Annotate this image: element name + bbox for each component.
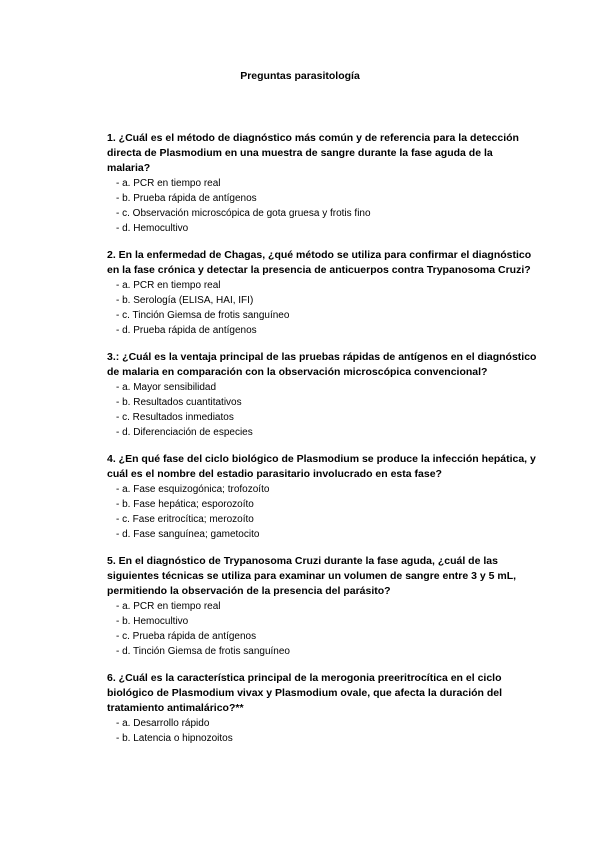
option-list	[107, 599, 537, 659]
option-c: - c. Prueba rápida de antígenos	[116, 631, 257, 642]
option-a: - a. PCR en tiempo real	[116, 601, 221, 612]
question-text: 6. ¿Cuál es la característica principal de la merogonia preeritrocítica en el ciclo biológico de Plasmodium vivax y Plasmodium ovale, que afecta la duración del tratamiento antimalárico?**	[107, 672, 503, 714]
question-text: 2. En la enfermedad de Chagas, ¿qué método se utiliza para confirmar el diagnóstico en la fase crónica y detectar la presencia de anticuerpos contra Trypanosoma Cruzi?	[107, 249, 532, 276]
option-list	[107, 716, 537, 746]
option-list	[107, 278, 537, 338]
option-b: - b. Hemocultivo	[116, 616, 189, 627]
question-5	[107, 554, 537, 659]
question-3	[107, 350, 537, 440]
option-b: - b. Prueba rápida de antígenos	[116, 193, 257, 204]
option-a: - a. PCR en tiempo real	[116, 280, 221, 291]
question-text: 3.: ¿Cuál es la ventaja principal de las pruebas rápidas de antígenos en el diagnóstico de malaria en comparación con la observación microscópica convencional?	[107, 351, 537, 378]
option-a: - a. Fase esquizogónica; trofozoíto	[116, 484, 270, 495]
option-d: - d. Tinción Giemsa de frotis sanguíneo	[116, 646, 290, 657]
page-title: Preguntas parasitología	[240, 70, 360, 82]
option-d: - d. Prueba rápida de antígenos	[116, 325, 257, 336]
question-text: 4. ¿En qué fase del ciclo biológico de Plasmodium se produce la infección hepática, y cuál es el nombre del estadio parasitario involucrado en esta fase?	[107, 453, 536, 480]
option-d: - d. Diferenciación de especies	[116, 427, 253, 438]
option-b: - b. Fase hepática; esporozoíto	[116, 499, 254, 510]
question-1	[107, 131, 537, 236]
option-c: - c. Resultados inmediatos	[116, 412, 234, 423]
option-c: - c. Fase eritrocítica; merozoíto	[116, 514, 254, 525]
question-text: 1. ¿Cuál es el método de diagnóstico más común y de referencia para la detección directa de Plasmodium en una muestra de sangre durante la fase aguda de la malaria?	[107, 132, 519, 174]
option-b: - b. Latencia o hipnozoitos	[116, 733, 233, 744]
question-2	[107, 248, 537, 338]
option-a: - a. Mayor sensibilidad	[116, 382, 217, 393]
question-text: 5. En el diagnóstico de Trypanosoma Cruzi durante la fase aguda, ¿cuál de las siguientes técnicas se utiliza para examinar un volumen de sangre entre 3 y 5 mL, permitiendo la observación de la presencia del parásito?	[107, 555, 517, 597]
option-a: - a. Desarrollo rápido	[116, 718, 210, 729]
question-4	[107, 452, 537, 542]
option-b: - b. Resultados cuantitativos	[116, 397, 242, 408]
option-b: - b. Serología (ELISA, HAI, IFI)	[116, 295, 254, 306]
question-6	[107, 671, 537, 746]
option-list	[107, 176, 537, 236]
option-d: - d. Hemocultivo	[116, 223, 189, 234]
option-c: - c. Tinción Giemsa de frotis sanguíneo	[116, 310, 290, 321]
question-list	[107, 131, 537, 758]
option-list	[107, 380, 537, 440]
option-c: - c. Observación microscópica de gota gruesa y frotis fino	[116, 208, 371, 219]
option-a: - a. PCR en tiempo real	[116, 178, 221, 189]
option-list	[107, 482, 537, 542]
option-d: - d. Fase sanguínea; gametocito	[116, 529, 260, 540]
